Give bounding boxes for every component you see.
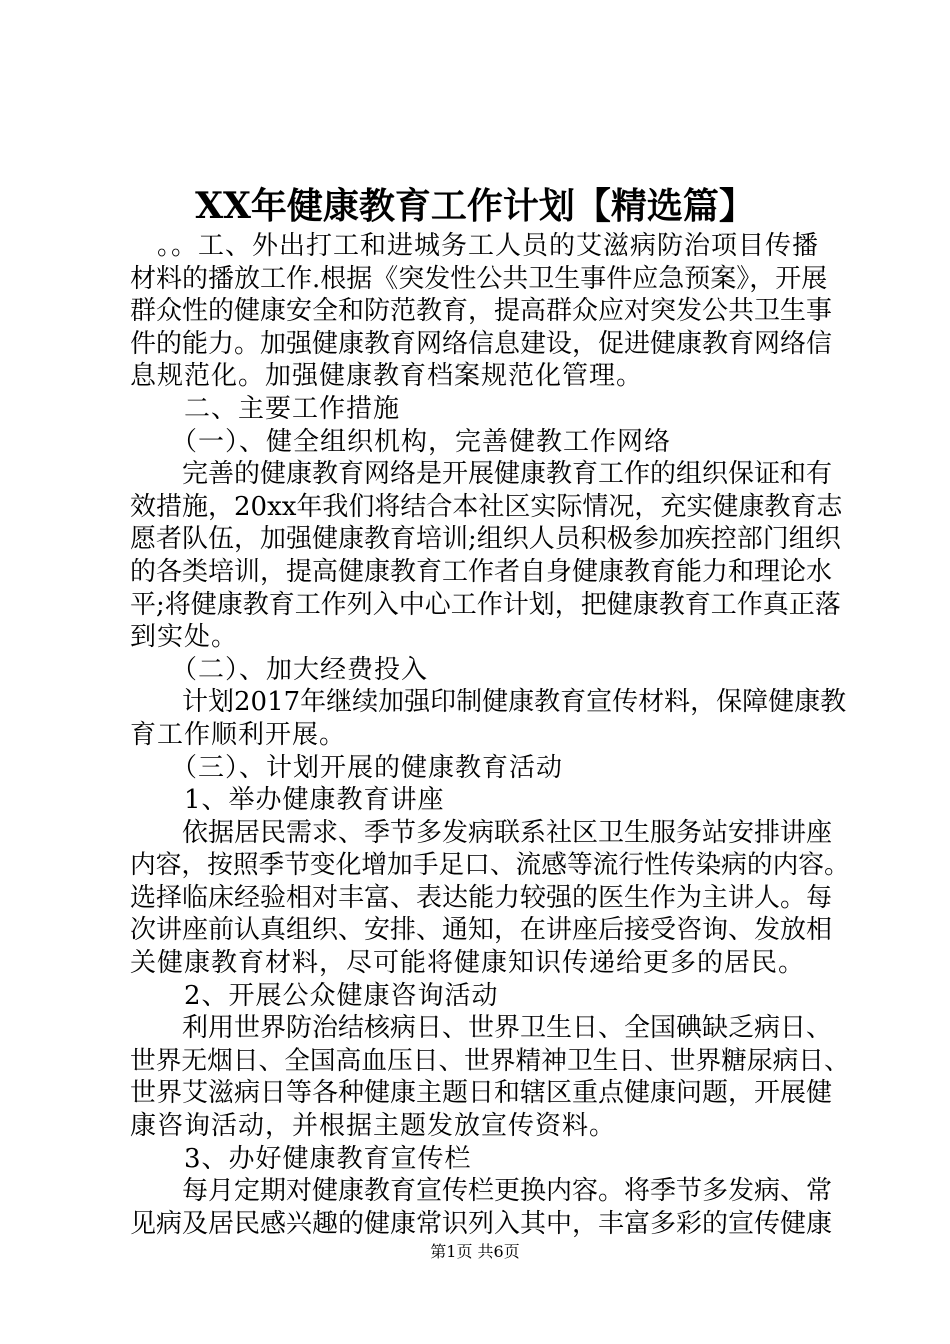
text-line: 关健康教育材料，尽可能将健康知识传递给更多的居民。 xyxy=(130,948,806,979)
text-line: 材料的播放工作.根据《突发性公共卫生事件应急预案》，开展 xyxy=(130,263,828,294)
text-line: 2、开展公众健康咨询活动 xyxy=(130,980,499,1011)
text-line: 到实处。 xyxy=(130,622,239,653)
text-line: （二）、加大经费投入 xyxy=(130,654,429,685)
text-line: 件的能力。加强健康教育网络信息建设，促进健康教育网络信 xyxy=(130,328,833,359)
text-line: 。。工、外出打工和进城务工人员的艾滋病防治项目传播 xyxy=(130,231,820,261)
document-body xyxy=(130,230,850,1240)
text-line: 每月定期对健康教育宣传栏更换内容。将季节多发病、常 xyxy=(130,1176,833,1207)
text-line: 平;将健康教育工作列入中心工作计划，把健康教育工作真正落 xyxy=(130,589,841,620)
text-line: 见病及居民感兴趣的健康常识列入其中，丰富多彩的宣传健康 xyxy=(130,1208,833,1239)
text-line: 二、主要工作措施 xyxy=(130,393,401,424)
page-footer: 第1页 共6页 xyxy=(430,1242,520,1261)
text-line: 愿者队伍，加强健康教育培训;组织人员积极参加疾控部门组织 xyxy=(130,524,841,555)
text-line: 康咨询活动，并根据主题发放宣传资料。 xyxy=(130,1111,617,1142)
text-line: 世界艾滋病日等各种健康主题日和辖区重点健康问题，开展健 xyxy=(130,1078,833,1109)
text-line: 3、办好健康教育宣传栏 xyxy=(130,1143,472,1174)
text-line: 利用世界防治结核病日、世界卫生日、全国碘缺乏病日、 xyxy=(130,1013,833,1044)
text-line: 内容，按照季节变化增加手足口、流感等流行性传染病的内容。 xyxy=(130,850,850,881)
text-line: 息规范化。加强健康教育档案规范化管理。 xyxy=(130,361,644,392)
text-line: （三）、计划开展的健康教育活动 xyxy=(130,752,564,783)
text-line: 计划2017年继续加强印制健康教育宣传材料，保障健康教 xyxy=(130,687,847,718)
text-line: 育工作顺利开展。 xyxy=(130,719,347,750)
document-title: XX年健康教育工作计划【精选篇】 xyxy=(195,185,755,227)
text-line: 世界无烟日、全国高血压日、世界精神卫生日、世界糖尿病日、 xyxy=(130,1045,850,1076)
text-line: 的各类培训，提高健康教育工作者自身健康教育能力和理论水 xyxy=(130,556,833,587)
text-line: 依据居民需求、季节多发病联系社区卫生服务站安排讲座 xyxy=(130,817,833,848)
text-line: 效措施，20xx年我们将结合本社区实际情况，充实健康教育志 xyxy=(130,491,843,522)
text-line: 选择临床经验相对丰富、表达能力较强的医生作为主讲人。每 xyxy=(130,882,833,913)
text-line: 完善的健康教育网络是开展健康教育工作的组织保证和有 xyxy=(130,459,833,490)
text-line: 群众性的健康安全和防范教育，提高群众应对突发公共卫生事 xyxy=(130,296,833,327)
text-line: 1、举办健康教育讲座 xyxy=(130,785,445,816)
text-line: （一）、健全组织机构，完善健教工作网络 xyxy=(130,426,672,457)
text-line: 次讲座前认真组织、安排、通知，在讲座后接受咨询、发放相 xyxy=(130,915,833,946)
